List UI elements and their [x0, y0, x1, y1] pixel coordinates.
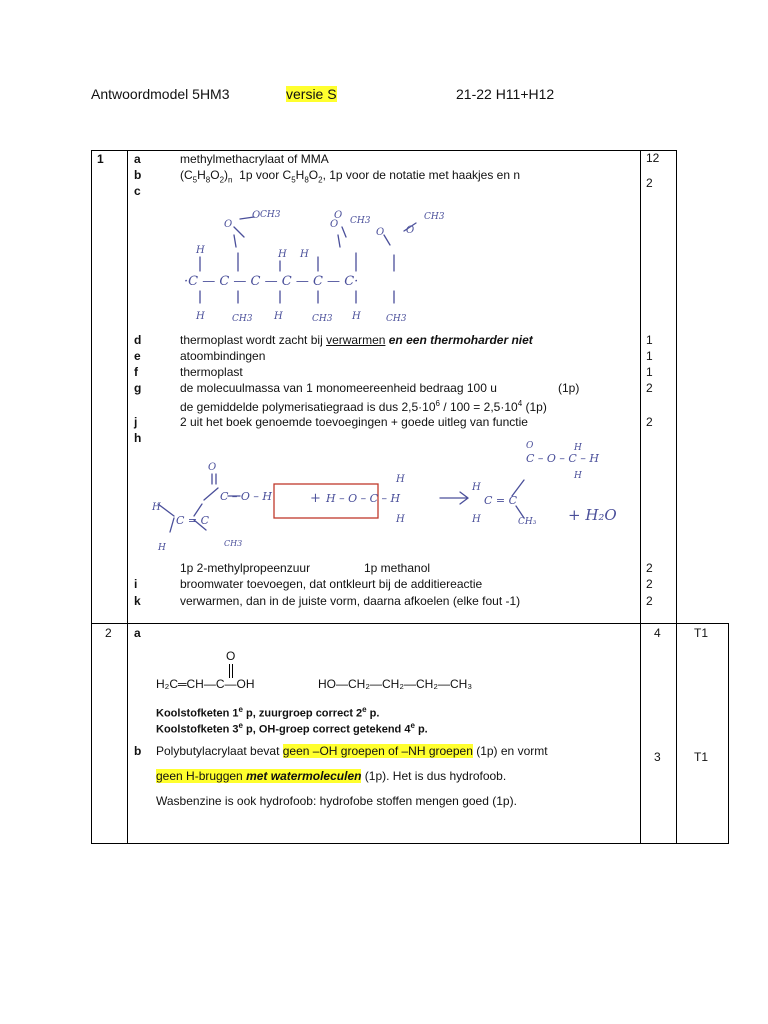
sketch-h: H — [196, 245, 205, 256]
part-label: k — [134, 594, 141, 608]
svg-text:O: O — [526, 441, 534, 451]
sketch-chain: ·C — C — C — C — C — C· — [184, 274, 359, 289]
part-label: a — [134, 626, 141, 640]
points: 2 — [646, 415, 653, 429]
answer-text: broomwater toevoegen, dat ontkleurt bij de additiereactie — [180, 577, 483, 591]
carbonyl-o: O — [226, 649, 236, 663]
svg-text:H: H — [574, 443, 582, 453]
category-tag: T1 — [694, 750, 709, 764]
sketch-h: H — [196, 311, 205, 322]
points: 1 — [646, 349, 653, 363]
answer-text: geen H-bruggen met watermoleculen (1p). Het is dus hydrofoob. — [156, 769, 507, 783]
version-label: versie S — [286, 86, 337, 102]
part-label: a — [134, 152, 141, 166]
esterification-sketch — [150, 440, 640, 558]
sketch-o-label: O — [224, 219, 233, 230]
answer-model-title: Antwoordmodel 5HM3 — [91, 86, 230, 102]
svg-text:C – O – C – H: C – O – C – H — [526, 452, 599, 465]
answer-text: Polybutylacrylaat bevat geen –OH groepen of –NH groepen (1p) en vormt — [156, 744, 548, 758]
points: 1 — [646, 333, 653, 347]
svg-text:H: H — [472, 514, 481, 525]
butanol-formula: HO—CH₂—CH₂—CH₂—CH₃ — [318, 677, 473, 691]
sketch-ch3: CH3 — [424, 212, 445, 222]
points: 1 — [646, 365, 653, 379]
points: 2 — [646, 176, 653, 190]
sketch-ch3: CH3 — [350, 216, 371, 226]
svg-text:H: H — [574, 471, 582, 481]
answer-text: Wasbenzine is ook hydrofoob: hydrofobe stoffen mengen goed (1p). — [156, 794, 517, 808]
svg-text:C – O – H: C – O – H — [220, 490, 273, 503]
plus-sign: + — [310, 491, 321, 506]
part-label: h — [134, 431, 142, 445]
points: 12 — [646, 151, 660, 165]
points: 2 — [646, 381, 653, 395]
answer-text: 2 uit het boek genoemde toevoegingen + goede uitleg van functie — [180, 415, 528, 429]
answer-text: atoombindingen — [180, 349, 266, 363]
svg-text:H – O – C – H: H – O – C – H — [326, 492, 401, 505]
svg-text:H: H — [152, 502, 161, 513]
part-label: i — [134, 577, 138, 591]
answer-text: 1p methanol — [364, 561, 431, 575]
points: 4 — [654, 626, 661, 640]
sketch-o-label: O — [252, 210, 261, 221]
svg-text:CH3: CH3 — [224, 539, 243, 548]
sketch-o-label: O — [406, 225, 415, 236]
part-label: j — [134, 415, 138, 429]
sketch-ch3: CH3 — [232, 314, 253, 324]
polymer-sketch — [180, 205, 445, 330]
points: 2 — [646, 561, 653, 575]
part-label: d — [134, 333, 142, 347]
water-label: + H₂O — [568, 506, 617, 524]
svg-text:H: H — [396, 474, 405, 485]
chapters-label: 21-22 H11+H12 — [456, 86, 555, 102]
svg-text:H: H — [396, 514, 405, 525]
answer-text: methylmethacrylaat of MMA — [180, 152, 329, 166]
answer-text: $(C_5H_8O_2)_n$ 1p voor $C_5H_8O_2$, 1p voor de notatie met haakjes en n — [180, 168, 521, 185]
part-label: c — [134, 184, 141, 198]
svg-text:C = C: C = C — [484, 494, 518, 507]
sketch-o-label: O — [330, 219, 339, 230]
answer-text: de gemiddelde polymerisatiegraad is dus $2,5\cdot 10^6 / 100 = 2,5\cdot 10^4$ (1p) — [180, 399, 547, 414]
sketch-o-label: O — [334, 210, 343, 221]
part-label: g — [134, 381, 142, 395]
svg-text:C = C: C = C — [176, 514, 210, 527]
answer-text: verwarmen, dan in de juiste vorm, daarna afkoelen (elke fout -1) — [180, 594, 521, 608]
part-label: b — [134, 168, 142, 182]
ch3-label: CH₃ — [518, 517, 537, 527]
sketch-h: H — [278, 249, 287, 260]
answer-text: de molecuulmassa van 1 monomeereenheid bedraag 100 u — [180, 381, 497, 395]
svg-text:H: H — [472, 482, 481, 493]
points: 2 — [646, 577, 653, 591]
svg-text:H: H — [158, 543, 166, 553]
sketch-o-label: O — [376, 227, 385, 238]
sketch-ch3: CH3 — [260, 210, 281, 220]
answer-text: 1p 2-methylpropeenzuur — [180, 561, 311, 575]
answer-text: thermoplast — [180, 365, 243, 379]
category-tag: T1 — [694, 626, 709, 640]
sketch-ch3: CH3 — [386, 314, 407, 324]
acrylic-acid-formula: H₂C═CH—C—OH — [156, 677, 255, 691]
sketch-h: H — [300, 249, 309, 260]
points: 3 — [654, 750, 661, 764]
scoring-line: Koolstofketen 1e p, zuurgroep correct 2e p. — [156, 705, 380, 720]
points: 2 — [646, 594, 653, 608]
question-number: 2 — [105, 626, 112, 640]
question-number: 1 — [97, 152, 104, 166]
svg-text:O: O — [208, 462, 217, 473]
part-label: b — [134, 744, 142, 758]
part-label: e — [134, 349, 141, 363]
answer-text: thermoplast wordt zacht bij verwarmen en een thermoharder niet — [180, 333, 533, 347]
sketch-ch3: CH3 — [312, 314, 333, 324]
part-label: f — [134, 365, 138, 379]
scoring-line: Koolstofketen 3e p, OH-groep correct getekend 4e p. — [156, 721, 428, 736]
sketch-h: H — [274, 311, 283, 322]
sketch-h: H — [352, 311, 361, 322]
answer-points-note: (1p) — [558, 381, 580, 395]
